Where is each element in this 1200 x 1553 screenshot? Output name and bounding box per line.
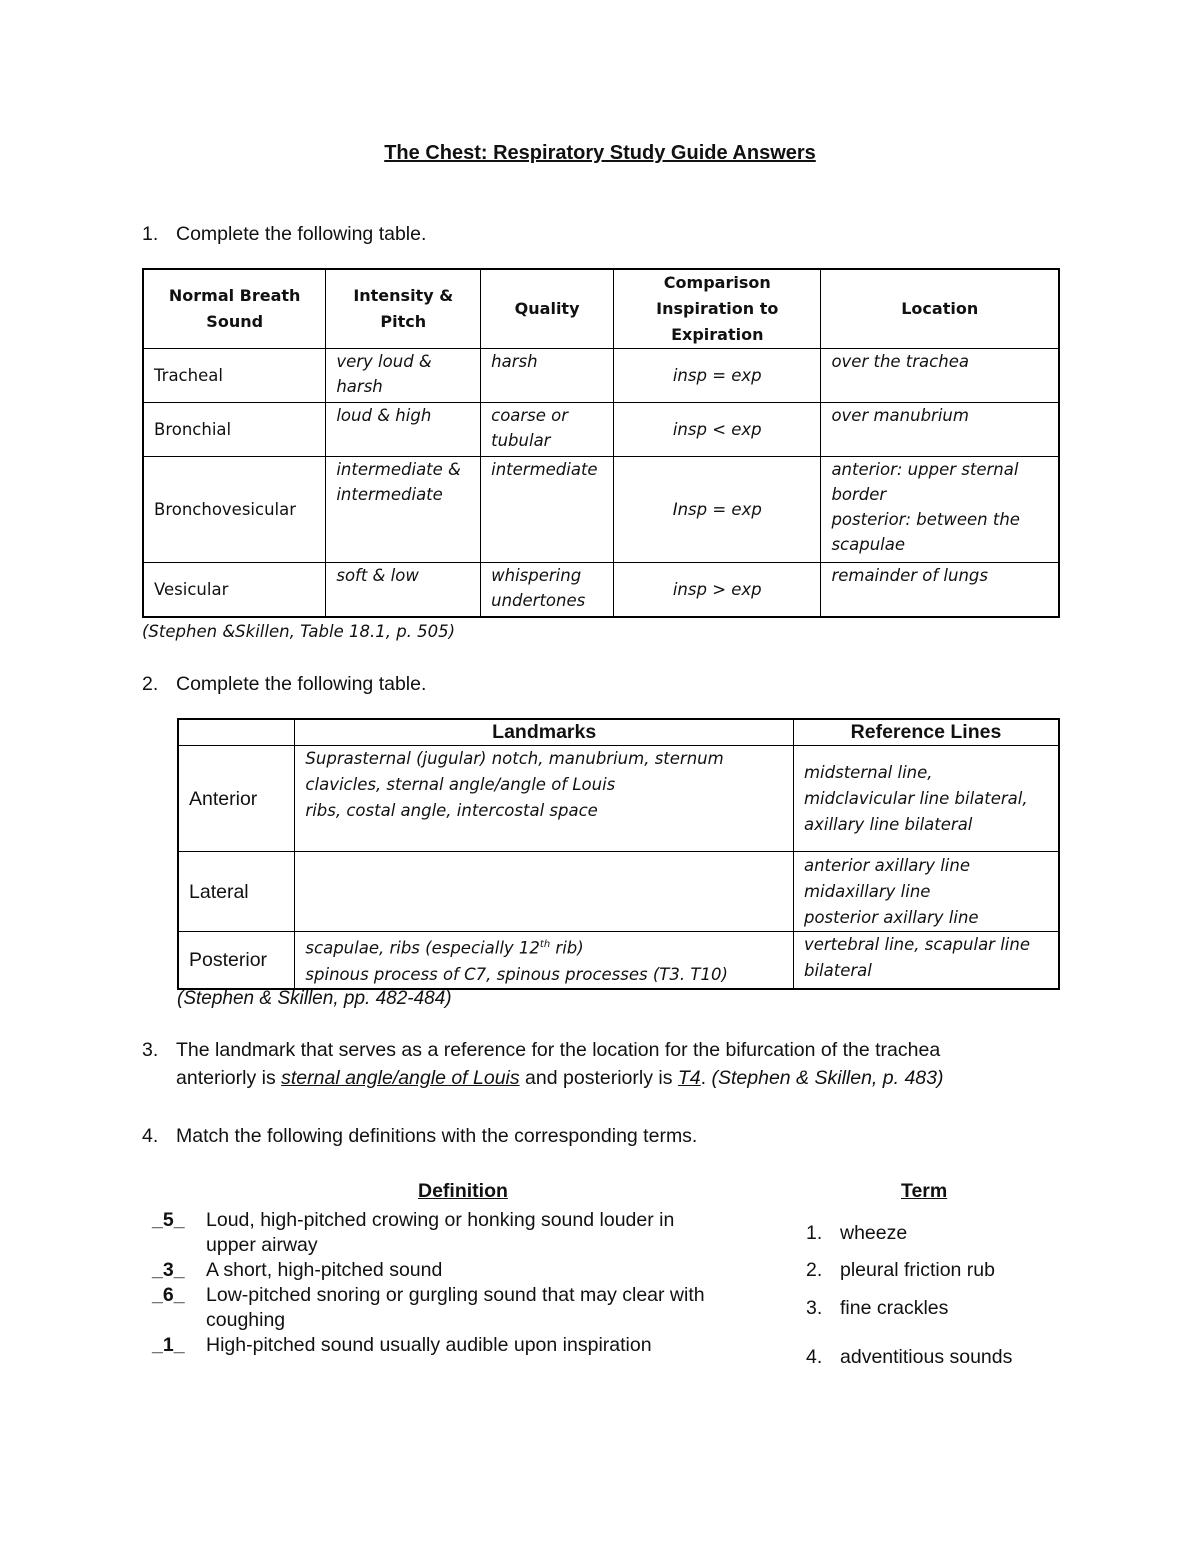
reference-line: midaxillary line bbox=[803, 881, 931, 901]
superscript: th bbox=[539, 939, 551, 950]
header-quality: Quality bbox=[481, 269, 614, 349]
citation-3: (Stephen & Skillen, p. 483) bbox=[711, 1067, 944, 1089]
quality-cell: intermediate bbox=[481, 457, 614, 563]
reference-lines-cell bbox=[793, 932, 1059, 989]
term-number: 4. bbox=[806, 1346, 823, 1368]
quality-cell: whispering undertones bbox=[481, 563, 614, 617]
definition-text: Loud, high-pitched crowing or honking sound louder in bbox=[206, 1209, 675, 1231]
question-2-number: 2. bbox=[142, 673, 159, 695]
table-row bbox=[178, 746, 1059, 852]
intensity-cell: loud & high bbox=[326, 403, 481, 457]
location-cell bbox=[821, 457, 1059, 563]
header-intensity-pitch: Intensity & Pitch bbox=[326, 269, 481, 349]
definition-text: High-pitched sound usually audible upon inspiration bbox=[206, 1334, 652, 1356]
question-1-number: 1. bbox=[142, 223, 159, 245]
table-row bbox=[143, 457, 1059, 563]
landmarks-cell bbox=[295, 746, 794, 852]
term-item bbox=[806, 1222, 907, 1245]
row-label-posterior: Posterior bbox=[178, 932, 295, 989]
landmarks-cell bbox=[295, 852, 794, 932]
table-header-row bbox=[178, 719, 1059, 746]
definition-text: upper airway bbox=[206, 1234, 318, 1256]
question-3-number: 3. bbox=[142, 1039, 159, 1061]
answer-sternal-angle: sternal angle/angle of Louis bbox=[281, 1067, 520, 1089]
landmark-text: rib) bbox=[550, 938, 584, 958]
landmark-line: ribs, costal angle, intercostal space bbox=[305, 801, 598, 820]
question-3-text: and posteriorly is bbox=[519, 1067, 678, 1089]
term-label: adventitious sounds bbox=[840, 1346, 1013, 1368]
location-line: posterior: between the scapulae bbox=[831, 510, 1020, 554]
question-1-text: Complete the following table. bbox=[176, 223, 427, 245]
page-title: The Chest: Respiratory Study Guide Answers bbox=[384, 142, 816, 164]
question-3-text: . bbox=[700, 1067, 712, 1089]
comparison-cell: insp = exp bbox=[614, 349, 821, 403]
citation-1: (Stephen &Skillen, Table 18.1, p. 505) bbox=[142, 622, 456, 641]
table-row bbox=[143, 563, 1059, 617]
term-label: wheeze bbox=[840, 1222, 908, 1244]
header-location: Location bbox=[821, 269, 1059, 349]
table-row bbox=[178, 932, 1059, 989]
definition-text: coughing bbox=[206, 1309, 286, 1331]
header-comparison: Comparison Inspiration to Expiration bbox=[614, 269, 821, 349]
intensity-cell: soft & low bbox=[326, 563, 481, 617]
comparison-cell: insp > exp bbox=[614, 563, 821, 617]
landmark-line: clavicles, sternal angle/angle of Louis bbox=[305, 775, 616, 794]
header-landmarks: Landmarks bbox=[295, 719, 794, 746]
definition-text: A short, high-pitched sound bbox=[206, 1259, 443, 1281]
question-2-text: Complete the following table. bbox=[176, 673, 427, 695]
term-item bbox=[806, 1297, 948, 1320]
question-3-text: anteriorly is bbox=[176, 1067, 282, 1089]
breath-sounds-table bbox=[142, 268, 1060, 618]
reference-line: axillary line bilateral bbox=[803, 814, 973, 834]
question-3 bbox=[142, 1036, 943, 1092]
definition-answer: _3_ bbox=[152, 1259, 185, 1281]
question-1 bbox=[142, 220, 426, 248]
reference-line: midclavicular line bilateral, bbox=[803, 788, 1028, 808]
header-normal-breath-sound: Normal Breath Sound bbox=[143, 269, 326, 349]
reference-lines-cell bbox=[793, 852, 1059, 932]
question-4-text: Match the following definitions with the corresponding terms. bbox=[176, 1125, 698, 1147]
landmark-line bbox=[305, 932, 783, 962]
definition-answer: _6_ bbox=[152, 1284, 185, 1306]
definition-item bbox=[152, 1283, 766, 1333]
term-number: 3. bbox=[806, 1297, 823, 1319]
definition-header: Definition bbox=[418, 1180, 508, 1202]
question-4 bbox=[142, 1122, 697, 1150]
term-label: fine crackles bbox=[840, 1297, 949, 1319]
landmarks-table bbox=[177, 718, 1060, 990]
location-line: anterior: upper sternal border bbox=[831, 460, 1019, 504]
definition-item bbox=[152, 1333, 766, 1358]
intensity-cell: intermediate & intermediate bbox=[326, 457, 481, 563]
comparison-cell: Insp = exp bbox=[614, 457, 821, 563]
term-label: pleural friction rub bbox=[840, 1259, 995, 1281]
intensity-cell: very loud & harsh bbox=[326, 349, 481, 403]
quality-cell: harsh bbox=[481, 349, 614, 403]
sound-cell: Bronchovesicular bbox=[143, 457, 326, 563]
reference-line: midsternal line, bbox=[803, 762, 933, 782]
definition-text: Low-pitched snoring or gurgling sound that may clear with bbox=[206, 1284, 705, 1306]
question-3-text: The landmark that serves as a reference for the location for the bifurcation of the trachea bbox=[176, 1039, 941, 1061]
location-cell: remainder of lungs bbox=[821, 563, 1059, 617]
comparison-cell: insp < exp bbox=[614, 403, 821, 457]
header-reference-lines: Reference Lines bbox=[793, 719, 1059, 746]
row-label-anterior: Anterior bbox=[178, 746, 295, 852]
term-number: 1. bbox=[806, 1222, 823, 1244]
reference-line: vertebral line, scapular line bbox=[803, 935, 1030, 954]
sound-cell: Vesicular bbox=[143, 563, 326, 617]
sound-cell: Bronchial bbox=[143, 403, 326, 457]
term-item bbox=[806, 1346, 1012, 1369]
definition-answer: _5_ bbox=[152, 1209, 185, 1231]
row-label-lateral: Lateral bbox=[178, 852, 295, 932]
definition-item bbox=[152, 1208, 766, 1258]
answer-t4: T4 bbox=[677, 1067, 701, 1089]
term-number: 2. bbox=[806, 1259, 823, 1281]
location-cell: over the trachea bbox=[821, 349, 1059, 403]
reference-lines-cell bbox=[793, 746, 1059, 852]
reference-line: bilateral bbox=[803, 961, 872, 980]
term-header: Term bbox=[901, 1180, 948, 1202]
location-cell: over manubrium bbox=[821, 403, 1059, 457]
landmarks-cell bbox=[295, 932, 794, 989]
table-row bbox=[143, 349, 1059, 403]
table-header-row bbox=[143, 269, 1059, 349]
term-item bbox=[806, 1259, 995, 1282]
question-2 bbox=[142, 670, 426, 698]
reference-line: posterior axillary line bbox=[803, 907, 979, 927]
header-blank bbox=[178, 719, 295, 746]
definition-item bbox=[152, 1258, 766, 1283]
landmark-text: scapulae, ribs (especially 12 bbox=[305, 938, 540, 958]
table-row bbox=[143, 403, 1059, 457]
sound-cell: Tracheal bbox=[143, 349, 326, 403]
definition-answer: _1_ bbox=[152, 1334, 185, 1356]
landmark-line: spinous process of C7, spinous processes (T3. T10) bbox=[305, 964, 728, 984]
citation-2: (Stephen & Skillen, pp. 482-484) bbox=[177, 988, 452, 1009]
table-row bbox=[178, 852, 1059, 932]
landmark-line: Suprasternal (jugular) notch, manubrium, sternum bbox=[305, 749, 724, 768]
reference-line: anterior axillary line bbox=[803, 855, 970, 875]
question-4-number: 4. bbox=[142, 1125, 159, 1147]
quality-cell: coarse or tubular bbox=[481, 403, 614, 457]
